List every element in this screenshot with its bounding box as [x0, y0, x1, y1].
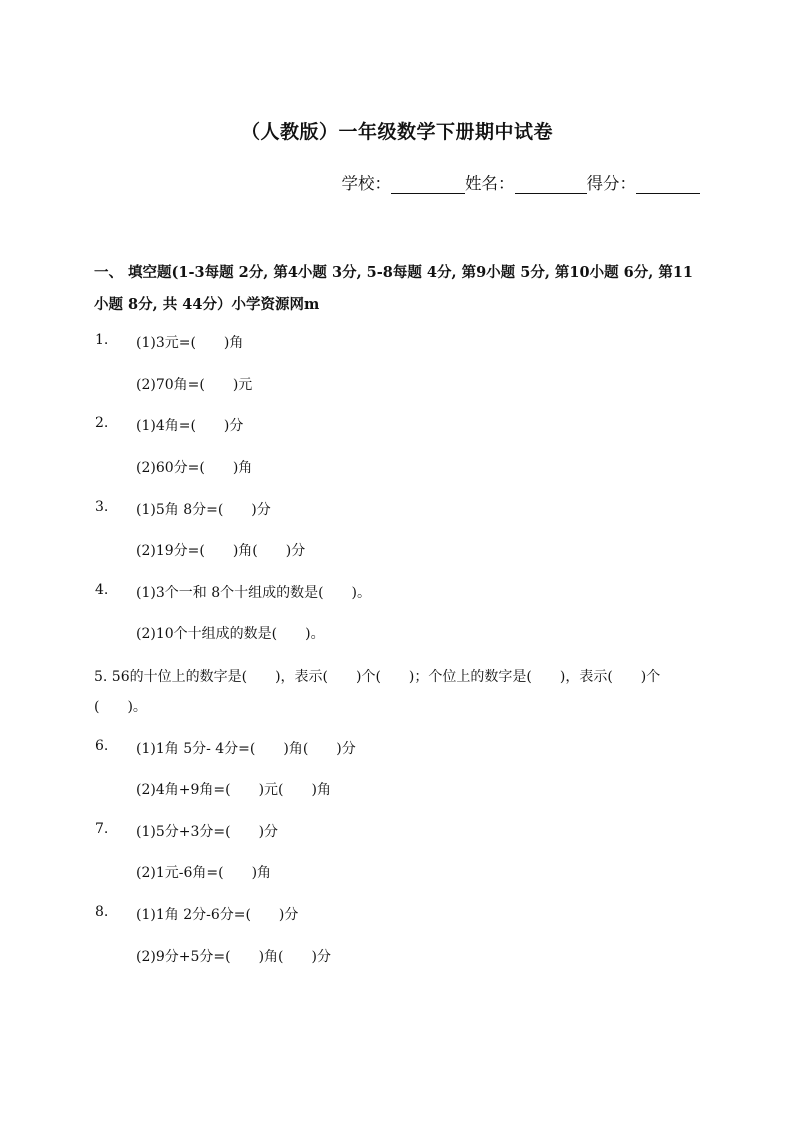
question-part: (1)5角 8分=( )分 [136, 502, 271, 518]
section-heading: 一、 填空题(1-3每题 2分, 第4小题 3分, 5-8每题 4分, 第9小题 5分, 第10小题 6分, 第11小题 8分, 共 44分）小学资源网m [94, 264, 694, 313]
question-part: (2)4角+9角=( )元( )角 [136, 782, 331, 798]
question-number: 1. [95, 332, 109, 348]
name-label: 姓名： [465, 174, 515, 193]
question-part: (1)5分+3分=( )分 [136, 824, 279, 840]
question-part: (2)9分+5分=( )角( )分 [136, 949, 331, 965]
school-blank [391, 175, 465, 194]
question-number: 6. [95, 738, 109, 754]
question-part: (1)3个一和 8个十组成的数是( )。 [136, 585, 372, 601]
question-part: (1)4角=( )分 [136, 418, 244, 434]
school-label: 学校： [341, 174, 391, 193]
question-part: (2)60分=( )角 [136, 460, 253, 476]
score-blank [636, 175, 700, 194]
score-label: 得分： [586, 174, 636, 193]
question-part: (1)3元=( )角 [136, 335, 244, 351]
page-title: （人教版）一年级数学下册期中试卷 [240, 121, 553, 143]
question-number: 8. [95, 904, 109, 920]
question-part: (2)70角=( )元 [136, 377, 253, 393]
question-part: (1)1角 5分- 4分=( )角( )分 [136, 741, 356, 757]
question-part: (2)19分=( )角( )分 [136, 543, 306, 559]
question-part: (1)1角 2分-6分=( )分 [136, 907, 299, 923]
question-number: 7. [95, 821, 109, 837]
question-number: 2. [95, 415, 109, 431]
question-number: 3. [95, 499, 109, 515]
name-blank [515, 175, 587, 194]
question-5-text: 5. 56的十位上的数字是( )，表示( )个( )；个位上的数字是( )，表示( )个( )。 [94, 669, 661, 715]
question-number: 4. [95, 582, 109, 598]
question-part: (2)10个十组成的数是( )。 [136, 626, 325, 642]
question-part: (2)1元-6角=( )角 [136, 865, 272, 881]
student-info-line [342, 170, 701, 194]
